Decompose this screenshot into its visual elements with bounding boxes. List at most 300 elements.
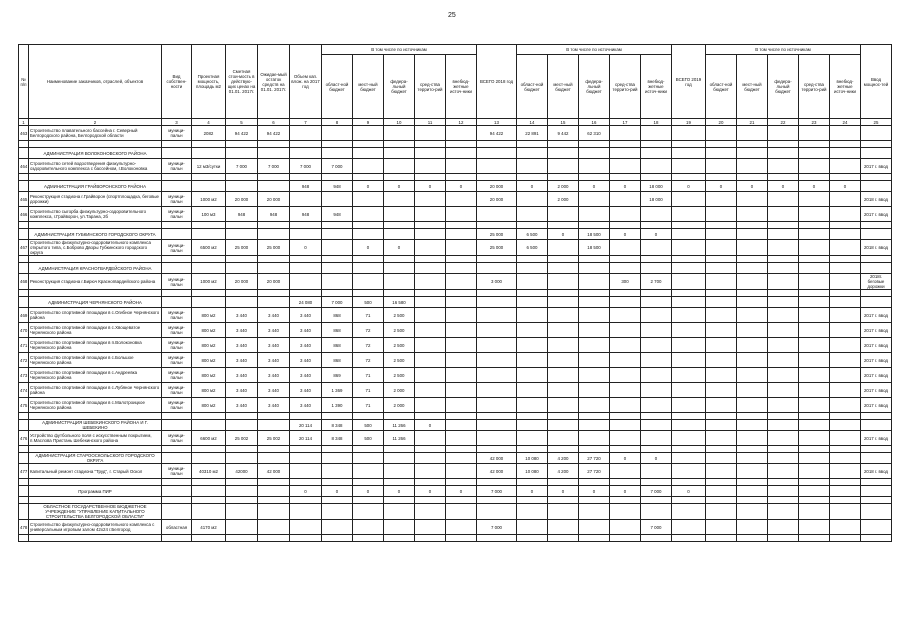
table-cell: 473 bbox=[19, 368, 29, 383]
table-cell bbox=[672, 464, 706, 479]
table-cell: 3 440 bbox=[290, 368, 322, 383]
table-cell bbox=[446, 192, 477, 207]
empty-cell bbox=[162, 535, 192, 542]
table-cell: 25 000 bbox=[477, 229, 517, 240]
empty-cell bbox=[706, 413, 737, 420]
empty-cell bbox=[768, 141, 799, 148]
empty-cell bbox=[610, 290, 641, 297]
table-cell bbox=[706, 464, 737, 479]
table-cell bbox=[830, 486, 861, 497]
table-cell bbox=[415, 464, 446, 479]
table-cell bbox=[737, 520, 768, 535]
empty-cell bbox=[610, 413, 641, 420]
table-cell bbox=[706, 323, 737, 338]
table-cell bbox=[579, 520, 610, 535]
table-cell: 466 bbox=[19, 207, 29, 222]
table-cell bbox=[706, 207, 737, 222]
table-cell: 0 bbox=[384, 486, 415, 497]
table-cell bbox=[162, 486, 192, 497]
table-cell: 7 000 bbox=[322, 159, 353, 174]
table-cell bbox=[19, 297, 29, 308]
empty-cell bbox=[799, 174, 830, 181]
table-cell bbox=[517, 383, 548, 398]
section-row bbox=[19, 453, 892, 464]
empty-cell bbox=[517, 479, 548, 486]
table-cell bbox=[799, 353, 830, 368]
table-cell: 478 bbox=[19, 520, 29, 535]
empty-cell bbox=[446, 479, 477, 486]
table-cell bbox=[706, 504, 737, 520]
table-cell bbox=[737, 148, 768, 159]
table-cell bbox=[415, 353, 446, 368]
table-cell: 3 440 bbox=[290, 398, 322, 413]
table-cell bbox=[706, 148, 737, 159]
header-expected-balance: Ожидае-мый остаток средств на 01.01. 2017г. bbox=[258, 45, 290, 119]
table-cell bbox=[799, 420, 830, 431]
header-territory-funds: сред-ства террито-рий bbox=[415, 55, 446, 119]
empty-cell bbox=[290, 479, 322, 486]
empty-cell bbox=[861, 141, 892, 148]
table-cell bbox=[548, 431, 579, 446]
table-cell: 0 bbox=[672, 181, 706, 192]
empty-cell bbox=[226, 174, 258, 181]
object-name: Строительство физкультурно-оздоровительного комплекса с универсальным игровым залом 42х24 г.Белгород bbox=[29, 520, 162, 535]
table-cell: 2017 г. ввод bbox=[861, 159, 892, 174]
empty-cell bbox=[610, 446, 641, 453]
table-cell bbox=[477, 323, 517, 338]
table-cell: 500 bbox=[353, 297, 384, 308]
table-cell bbox=[446, 126, 477, 141]
table-cell bbox=[384, 453, 415, 464]
empty-cell bbox=[768, 497, 799, 504]
empty-cell bbox=[162, 174, 192, 181]
empty-cell bbox=[446, 174, 477, 181]
empty-cell bbox=[192, 290, 226, 297]
empty-cell bbox=[830, 497, 861, 504]
table-cell bbox=[706, 338, 737, 353]
table-cell bbox=[706, 431, 737, 446]
table-cell bbox=[415, 207, 446, 222]
table-cell bbox=[768, 192, 799, 207]
empty-cell bbox=[641, 174, 672, 181]
empty-cell bbox=[290, 535, 322, 542]
table-cell: 300 bbox=[610, 274, 641, 290]
table-cell bbox=[768, 274, 799, 290]
table-cell bbox=[290, 464, 322, 479]
table-cell bbox=[517, 274, 548, 290]
empty-cell bbox=[258, 222, 290, 229]
table-cell: 2082 bbox=[192, 126, 226, 141]
table-cell bbox=[384, 274, 415, 290]
empty-cell bbox=[706, 222, 737, 229]
table-row bbox=[19, 308, 892, 323]
table-cell bbox=[641, 148, 672, 159]
table-cell bbox=[768, 398, 799, 413]
object-name: Капитальный ремонт стадиона "Труд", г. Старый Оскол bbox=[29, 464, 162, 479]
table-cell bbox=[226, 263, 258, 274]
table-cell bbox=[799, 504, 830, 520]
empty-cell bbox=[415, 256, 446, 263]
table-cell bbox=[768, 297, 799, 308]
table-cell: муници-пальн bbox=[162, 308, 192, 323]
table-cell bbox=[446, 297, 477, 308]
table-cell bbox=[579, 431, 610, 446]
empty-cell bbox=[517, 174, 548, 181]
table-cell: 475 bbox=[19, 398, 29, 413]
table-cell bbox=[737, 240, 768, 256]
empty-cell bbox=[322, 497, 353, 504]
table-cell: 0 bbox=[768, 181, 799, 192]
table-cell bbox=[768, 207, 799, 222]
table-cell: 7 000 bbox=[226, 159, 258, 174]
table-cell: 2 000 bbox=[384, 398, 415, 413]
column-number: 10 bbox=[384, 119, 415, 126]
empty-cell bbox=[19, 222, 29, 229]
table-cell: 0 bbox=[548, 486, 579, 497]
table-cell bbox=[290, 148, 322, 159]
table-cell bbox=[579, 420, 610, 431]
table-cell: 868 bbox=[322, 353, 353, 368]
table-cell bbox=[322, 464, 353, 479]
table-row bbox=[19, 207, 892, 222]
table-cell bbox=[610, 398, 641, 413]
table-row bbox=[19, 159, 892, 174]
empty-cell bbox=[19, 413, 29, 420]
table-cell bbox=[579, 263, 610, 274]
table-cell: 20 000 bbox=[258, 192, 290, 207]
table-cell bbox=[548, 323, 579, 338]
empty-cell bbox=[477, 256, 517, 263]
empty-cell bbox=[290, 413, 322, 420]
table-cell bbox=[610, 126, 641, 141]
empty-cell bbox=[861, 479, 892, 486]
table-cell bbox=[706, 453, 737, 464]
empty-cell bbox=[353, 413, 384, 420]
table-cell bbox=[737, 159, 768, 174]
table-cell bbox=[446, 263, 477, 274]
table-cell bbox=[610, 464, 641, 479]
table-cell bbox=[799, 464, 830, 479]
empty-cell bbox=[29, 413, 162, 420]
header-territory-funds: сред-ства террито-рий bbox=[610, 55, 641, 119]
object-name: Реконструкция стадиона г.Грайворон (спортплощадка, беговые дорожки) bbox=[29, 192, 162, 207]
table-cell: 2018г. беговые дорожки bbox=[861, 274, 892, 290]
table-cell bbox=[162, 263, 192, 274]
table-cell bbox=[799, 229, 830, 240]
table-cell bbox=[706, 229, 737, 240]
empty-cell bbox=[799, 413, 830, 420]
table-cell: 94 422 bbox=[226, 126, 258, 141]
empty-cell bbox=[517, 497, 548, 504]
table-cell bbox=[737, 486, 768, 497]
empty-cell bbox=[446, 497, 477, 504]
table-cell: 467 bbox=[19, 240, 29, 256]
table-cell bbox=[548, 274, 579, 290]
table-cell bbox=[384, 520, 415, 535]
table-cell bbox=[192, 229, 226, 240]
empty-cell bbox=[579, 497, 610, 504]
section-row bbox=[19, 263, 892, 274]
table-cell bbox=[672, 159, 706, 174]
table-cell: муници-пальн bbox=[162, 398, 192, 413]
empty-cell bbox=[517, 290, 548, 297]
object-name: Строительство спортивной площадки в с.Большое Чернянского района bbox=[29, 353, 162, 368]
table-cell bbox=[162, 181, 192, 192]
table-cell: 2 000 bbox=[384, 383, 415, 398]
table-cell: 2018 г. ввод bbox=[861, 192, 892, 207]
table-cell bbox=[706, 263, 737, 274]
column-number: 2 bbox=[29, 119, 162, 126]
empty-cell bbox=[322, 479, 353, 486]
table-cell: 0 bbox=[737, 181, 768, 192]
table-cell bbox=[672, 229, 706, 240]
table-cell bbox=[226, 148, 258, 159]
spacer-row bbox=[19, 413, 892, 420]
table-cell bbox=[610, 207, 641, 222]
table-cell bbox=[610, 383, 641, 398]
empty-cell bbox=[446, 446, 477, 453]
spacer-row bbox=[19, 446, 892, 453]
table-cell bbox=[610, 520, 641, 535]
empty-cell bbox=[477, 290, 517, 297]
table-cell bbox=[672, 240, 706, 256]
empty-cell bbox=[799, 141, 830, 148]
table-cell bbox=[672, 338, 706, 353]
table-cell bbox=[737, 398, 768, 413]
table-cell: 2 000 bbox=[548, 181, 579, 192]
table-cell: 800 м2 bbox=[192, 308, 226, 323]
table-cell bbox=[415, 323, 446, 338]
table-cell bbox=[706, 159, 737, 174]
table-cell bbox=[830, 274, 861, 290]
table-cell: муници-пальн bbox=[162, 207, 192, 222]
table-cell: 11 266 bbox=[384, 420, 415, 431]
section-title: АДМИНИСТРАЦИЯ СТАРООСКОЛЬСКОГО ГОРОДСКОГО ОКРУГА bbox=[29, 453, 162, 464]
table-cell bbox=[192, 297, 226, 308]
table-cell: 477 bbox=[19, 464, 29, 479]
table-cell: 20 000 bbox=[226, 192, 258, 207]
header-extrabudgetary: внебюд-жетные источ-ники bbox=[830, 55, 861, 119]
table-cell bbox=[322, 263, 353, 274]
empty-cell bbox=[290, 222, 322, 229]
table-cell: 94 422 bbox=[258, 126, 290, 141]
table-cell bbox=[672, 431, 706, 446]
empty-cell bbox=[672, 222, 706, 229]
table-cell bbox=[548, 308, 579, 323]
table-cell bbox=[706, 240, 737, 256]
column-number: 13 bbox=[477, 119, 517, 126]
empty-cell bbox=[517, 446, 548, 453]
page-number: 25 bbox=[448, 12, 456, 19]
table-cell bbox=[477, 398, 517, 413]
table-cell bbox=[799, 159, 830, 174]
table-cell bbox=[446, 274, 477, 290]
empty-cell bbox=[768, 290, 799, 297]
table-cell bbox=[290, 274, 322, 290]
table-cell bbox=[322, 520, 353, 535]
table-row bbox=[19, 398, 892, 413]
empty-cell bbox=[672, 446, 706, 453]
header-commissioning: Ввод мощнос-тей bbox=[861, 45, 892, 119]
table-cell bbox=[353, 453, 384, 464]
empty-cell bbox=[706, 446, 737, 453]
header-sources-2019: В том числе по источникам bbox=[706, 45, 861, 55]
table-cell: 463 bbox=[19, 126, 29, 141]
table-cell bbox=[290, 453, 322, 464]
header-local-budget: мест-ный бюджет bbox=[548, 55, 579, 119]
table-cell bbox=[830, 263, 861, 274]
empty-cell bbox=[290, 141, 322, 148]
table-cell: 464 bbox=[19, 159, 29, 174]
table-cell: 800 м2 bbox=[192, 383, 226, 398]
table-cell: 0 bbox=[415, 420, 446, 431]
table-cell: 0 bbox=[610, 181, 641, 192]
table-cell bbox=[799, 263, 830, 274]
empty-cell bbox=[579, 174, 610, 181]
table-cell bbox=[579, 297, 610, 308]
section-title: ОБЛАСТНОЕ ГОСУДАРСТВЕННОЕ БЮДЖЕТНОЕ УЧРЕЖДЕНИЕ "УПРАВЛЕНИЕ КАПИТАЛЬНОГО СТРОИТЕЛЬСТВА БЕЛГОРОДСКОЙ ОБЛАСТИ" bbox=[29, 504, 162, 520]
table-cell bbox=[384, 464, 415, 479]
table-cell: 6 500 bbox=[517, 229, 548, 240]
empty-cell bbox=[799, 535, 830, 542]
table-header bbox=[19, 45, 892, 126]
table-cell: муници-пальн bbox=[162, 126, 192, 141]
table-cell bbox=[517, 431, 548, 446]
table-cell bbox=[641, 240, 672, 256]
table-cell bbox=[768, 338, 799, 353]
table-cell bbox=[415, 453, 446, 464]
table-cell bbox=[799, 126, 830, 141]
column-number-row bbox=[19, 119, 892, 126]
table-row bbox=[19, 192, 892, 207]
table-cell: 2018 г. ввод bbox=[861, 464, 892, 479]
empty-cell bbox=[353, 222, 384, 229]
table-cell bbox=[517, 338, 548, 353]
empty-cell bbox=[446, 222, 477, 229]
header-federal-budget: федера-льный бюджет bbox=[384, 55, 415, 119]
empty-cell bbox=[353, 256, 384, 263]
spacer-row bbox=[19, 290, 892, 297]
empty-cell bbox=[799, 290, 830, 297]
table-cell bbox=[861, 486, 892, 497]
table-cell: 3 440 bbox=[290, 308, 322, 323]
empty-cell bbox=[446, 256, 477, 263]
table-cell: муници-пальн bbox=[162, 431, 192, 446]
table-cell bbox=[706, 398, 737, 413]
table-cell bbox=[415, 398, 446, 413]
table-cell bbox=[548, 398, 579, 413]
table-cell: 2 500 bbox=[384, 338, 415, 353]
table-cell: 2018 г. ввод bbox=[861, 240, 892, 256]
table-cell: 7 000 bbox=[322, 297, 353, 308]
empty-cell bbox=[799, 479, 830, 486]
empty-cell bbox=[162, 256, 192, 263]
empty-cell bbox=[322, 290, 353, 297]
table-cell bbox=[610, 420, 641, 431]
empty-cell bbox=[384, 479, 415, 486]
table-cell bbox=[641, 338, 672, 353]
empty-cell bbox=[672, 290, 706, 297]
table-cell: 0 bbox=[384, 181, 415, 192]
table-cell bbox=[641, 263, 672, 274]
table-cell bbox=[548, 338, 579, 353]
empty-cell bbox=[830, 413, 861, 420]
empty-cell bbox=[19, 446, 29, 453]
table-cell bbox=[226, 453, 258, 464]
table-cell bbox=[353, 148, 384, 159]
table-cell: 27 720 bbox=[579, 464, 610, 479]
empty-cell bbox=[226, 413, 258, 420]
empty-cell bbox=[517, 413, 548, 420]
empty-cell bbox=[29, 141, 162, 148]
table-cell bbox=[548, 504, 579, 520]
empty-cell bbox=[737, 446, 768, 453]
table-cell: 18 000 bbox=[641, 192, 672, 207]
empty-cell bbox=[415, 413, 446, 420]
table-cell bbox=[799, 323, 830, 338]
table-cell bbox=[446, 453, 477, 464]
table-cell bbox=[477, 368, 517, 383]
empty-cell bbox=[768, 535, 799, 542]
empty-cell bbox=[517, 535, 548, 542]
table-cell: 0 bbox=[415, 486, 446, 497]
table-cell bbox=[162, 297, 192, 308]
table-cell bbox=[641, 297, 672, 308]
table-cell: 0 bbox=[290, 486, 322, 497]
table-cell: 71 bbox=[353, 308, 384, 323]
table-cell bbox=[192, 486, 226, 497]
empty-cell bbox=[548, 174, 579, 181]
table-cell bbox=[579, 308, 610, 323]
table-cell: 800 м2 bbox=[192, 368, 226, 383]
table-cell bbox=[672, 453, 706, 464]
table-cell bbox=[641, 420, 672, 431]
table-cell bbox=[830, 398, 861, 413]
table-cell bbox=[799, 207, 830, 222]
table-cell bbox=[610, 192, 641, 207]
table-cell: 3 440 bbox=[290, 338, 322, 353]
empty-cell bbox=[830, 256, 861, 263]
table-cell: 6 500 bbox=[517, 240, 548, 256]
table-cell bbox=[477, 308, 517, 323]
table-cell bbox=[548, 207, 579, 222]
empty-cell bbox=[861, 290, 892, 297]
table-cell: 20 114 bbox=[290, 420, 322, 431]
table-cell: 1000 м2 bbox=[192, 274, 226, 290]
table-cell: 42 000 bbox=[258, 464, 290, 479]
table-cell bbox=[579, 274, 610, 290]
empty-cell bbox=[162, 497, 192, 504]
table-cell: 948 bbox=[322, 181, 353, 192]
column-number: 3 bbox=[162, 119, 192, 126]
table-cell bbox=[737, 431, 768, 446]
table-cell bbox=[548, 159, 579, 174]
empty-cell bbox=[29, 479, 162, 486]
table-cell bbox=[737, 420, 768, 431]
table-cell: 0 bbox=[353, 181, 384, 192]
table-cell bbox=[737, 368, 768, 383]
table-cell bbox=[446, 520, 477, 535]
empty-cell bbox=[258, 535, 290, 542]
header-regional-budget: област-ной бюджет bbox=[517, 55, 548, 119]
table-cell: 2 700 bbox=[641, 274, 672, 290]
table-row bbox=[19, 464, 892, 479]
table-row bbox=[19, 431, 892, 446]
table-cell: 0 bbox=[610, 453, 641, 464]
table-cell bbox=[226, 420, 258, 431]
table-cell bbox=[353, 520, 384, 535]
table-cell: муници-пальн bbox=[162, 240, 192, 256]
